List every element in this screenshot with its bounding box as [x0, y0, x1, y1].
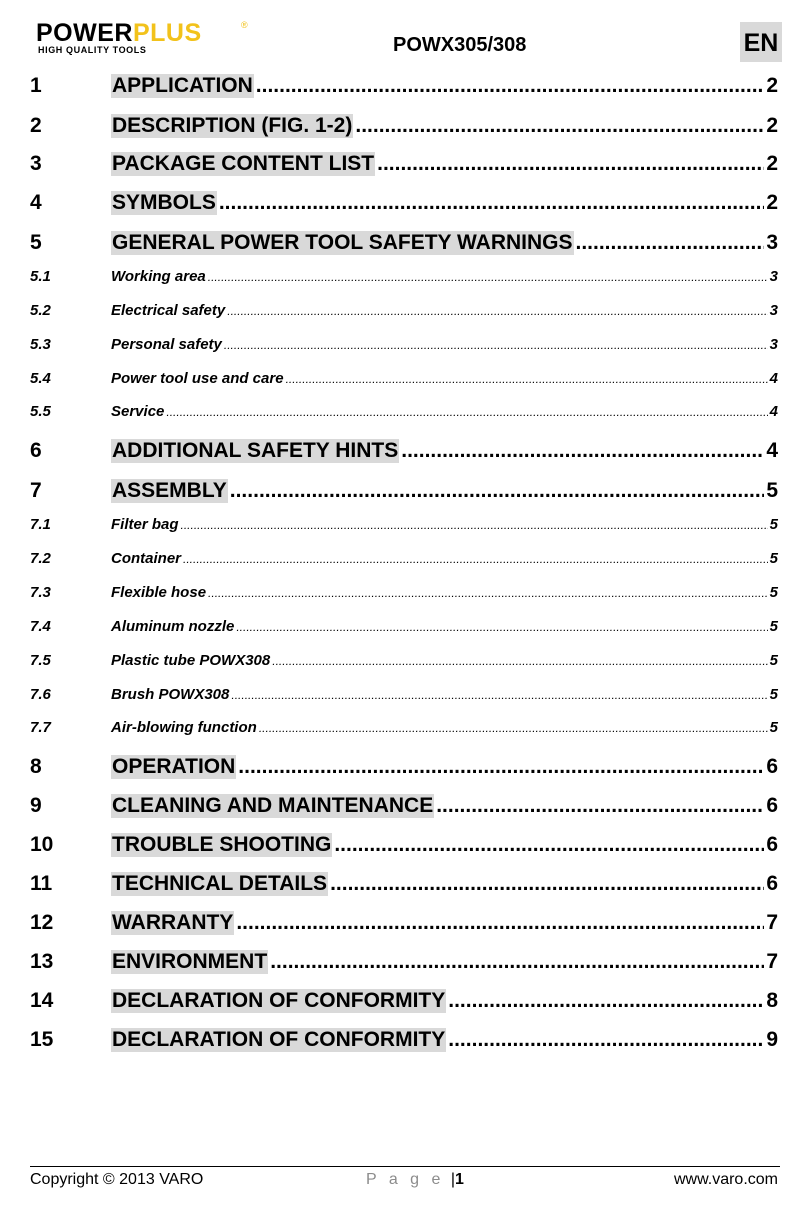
toc-entry-page: 3 — [769, 336, 778, 353]
toc-entry-title[interactable]: CLEANING AND MAINTENANCE — [112, 794, 434, 817]
toc-entry-page: 3 — [766, 231, 778, 254]
logo-word-plus: PLUS — [132, 19, 202, 47]
toc-entry-number: 7.3 — [30, 584, 51, 601]
toc-entry-title[interactable]: DESCRIPTION (FIG. 1-2) — [112, 114, 353, 137]
toc-entry-title[interactable]: OPERATION — [112, 755, 236, 778]
toc-entry-number: 7 — [30, 479, 42, 502]
logo-wordmark — [36, 20, 202, 46]
toc-leader-dots — [256, 74, 765, 98]
toc-entry-page: 7 — [766, 950, 778, 973]
toc-entry[interactable] — [30, 439, 778, 465]
toc-entry-title[interactable]: GENERAL POWER TOOL SAFETY WARNINGS — [112, 231, 573, 254]
toc-entry-number: 7.6 — [30, 686, 51, 703]
toc-leader-dots — [208, 586, 768, 600]
toc-entry-title[interactable]: DECLARATION OF CONFORMITY — [112, 1028, 446, 1051]
toc-entry[interactable] — [30, 191, 778, 217]
toc-entry-page: 2 — [766, 152, 778, 175]
toc-entry[interactable] — [30, 584, 778, 604]
toc-entry-title[interactable]: TROUBLE SHOOTING — [112, 833, 332, 856]
language-badge: EN — [740, 22, 782, 62]
toc-entry-title[interactable]: Flexible hose — [111, 584, 207, 601]
toc-entry-page: 5 — [769, 550, 778, 567]
toc-leader-dots — [236, 620, 767, 634]
toc-leader-dots — [576, 231, 765, 255]
toc-entry-page: 2 — [766, 114, 778, 137]
toc-entry-number: 14 — [30, 989, 54, 1012]
toc-entry[interactable] — [30, 302, 778, 322]
toc-entry-number: 13 — [30, 950, 54, 973]
toc-entry-page: 3 — [769, 302, 778, 319]
toc-entry-title[interactable]: Service — [111, 403, 165, 420]
toc-leader-dots — [224, 338, 768, 352]
page-header — [0, 0, 808, 70]
toc-entry-number: 7.1 — [30, 516, 51, 533]
toc-leader-dots — [238, 755, 764, 779]
toc-entry[interactable] — [30, 370, 778, 390]
toc-entry-title[interactable]: Aluminum nozzle — [111, 618, 235, 635]
toc-entry-page: 9 — [766, 1028, 778, 1051]
toc-entry[interactable] — [30, 231, 778, 257]
toc-entry-page: 6 — [766, 755, 778, 778]
toc-entry-number: 5.5 — [30, 403, 51, 420]
toc-entry-number: 3 — [30, 152, 42, 175]
toc-entry-number: 8 — [30, 755, 42, 778]
toc-entry-title[interactable]: Working area — [111, 268, 206, 285]
toc-entry[interactable] — [30, 479, 778, 505]
toc-entry[interactable] — [30, 652, 778, 672]
footer-website: www.varo.com — [673, 1171, 778, 1188]
toc-entry-number: 2 — [30, 114, 42, 137]
toc-entry-title[interactable]: WARRANTY — [112, 911, 234, 934]
footer-page-number — [366, 1171, 464, 1189]
toc-leader-dots — [166, 405, 767, 419]
toc-entry-number: 7.4 — [30, 618, 51, 635]
toc-leader-dots — [334, 833, 764, 857]
toc-leader-dots — [259, 721, 768, 735]
toc-entry-title[interactable]: ENVIRONMENT — [112, 950, 268, 973]
logo-word-power: POWER — [36, 19, 133, 47]
toc-entry-page: 2 — [766, 74, 778, 97]
toc-entry[interactable] — [30, 152, 778, 178]
toc-entry[interactable] — [30, 403, 778, 423]
toc-entry[interactable] — [30, 794, 778, 820]
powerplus-logo — [36, 20, 251, 56]
toc-entry-title[interactable]: Brush POWX308 — [111, 686, 230, 703]
toc-entry-page: 6 — [766, 794, 778, 817]
toc-entry-number: 7.2 — [30, 550, 51, 567]
toc-entry-number: 7.7 — [30, 719, 51, 736]
toc-entry-page: 7 — [766, 911, 778, 934]
footer-copyright: Copyright © 2013 VARO — [30, 1171, 204, 1188]
page-separator: | — [450, 1171, 456, 1188]
toc-entry-number: 10 — [30, 833, 54, 856]
toc-leader-dots — [448, 1028, 764, 1052]
toc-entry-number: 12 — [30, 911, 54, 934]
toc-leader-dots — [181, 518, 768, 532]
toc-entry-page: 5 — [769, 516, 778, 533]
toc-entry[interactable] — [30, 516, 778, 536]
toc-entry-title[interactable]: Power tool use and care — [111, 370, 284, 387]
toc-entry-number: 9 — [30, 794, 42, 817]
toc-leader-dots — [227, 304, 767, 318]
toc-entry-number: 15 — [30, 1028, 54, 1051]
toc-entry-number: 1 — [30, 74, 42, 97]
toc-entry[interactable] — [30, 686, 778, 706]
page-number: 1 — [455, 1171, 464, 1188]
toc-entry-page: 5 — [766, 479, 778, 502]
toc-entry-page: 5 — [769, 652, 778, 669]
toc-entry[interactable] — [30, 336, 778, 356]
toc-entry-page: 2 — [766, 191, 778, 214]
toc-leader-dots — [355, 114, 764, 138]
toc-leader-dots — [401, 439, 764, 463]
toc-entry[interactable] — [30, 114, 778, 140]
toc-entry-title[interactable]: Filter bag — [111, 516, 179, 533]
registered-mark: ® — [241, 20, 248, 30]
toc-entry-number: 5.3 — [30, 336, 51, 353]
toc-leader-dots — [436, 794, 764, 818]
toc-leader-dots — [448, 989, 764, 1013]
toc-entry[interactable] — [30, 833, 778, 859]
toc-entry-number: 6 — [30, 439, 42, 462]
toc-entry[interactable] — [30, 719, 778, 739]
toc-entry-page: 8 — [766, 989, 778, 1012]
toc-entry[interactable] — [30, 950, 778, 976]
toc-entry-page: 5 — [769, 719, 778, 736]
toc-entry[interactable] — [30, 268, 778, 288]
toc-entry-page: 4 — [769, 403, 778, 420]
toc-entry-page: 5 — [769, 618, 778, 635]
toc-entry-number: 4 — [30, 191, 42, 214]
toc-leader-dots — [286, 372, 768, 386]
toc-entry[interactable] — [30, 872, 778, 898]
toc-entry-title[interactable]: ASSEMBLY — [112, 479, 227, 502]
toc-entry-title[interactable]: Personal safety — [111, 336, 222, 353]
toc-leader-dots — [183, 552, 768, 566]
toc-entry-page: 4 — [769, 370, 778, 387]
toc-entry[interactable] — [30, 618, 778, 638]
toc-leader-dots — [330, 872, 764, 896]
toc-entry-page: 5 — [769, 584, 778, 601]
toc-entry[interactable] — [30, 989, 778, 1015]
toc-entry-title[interactable]: SYMBOLS — [112, 191, 216, 214]
toc-entry[interactable] — [30, 755, 778, 781]
toc-entry[interactable] — [30, 550, 778, 570]
toc-entry-number: 5.4 — [30, 370, 51, 387]
toc-leader-dots — [231, 688, 767, 702]
toc-leader-dots — [236, 911, 764, 935]
footer-divider — [30, 1166, 780, 1167]
toc-entry-title[interactable]: Plastic tube POWX308 — [111, 652, 271, 669]
toc-entry[interactable] — [30, 1028, 778, 1054]
toc-entry[interactable] — [30, 74, 778, 100]
toc-leader-dots — [272, 654, 767, 668]
toc-entry-title[interactable]: Electrical safety — [111, 302, 226, 319]
toc-entry-title[interactable]: APPLICATION — [112, 74, 253, 97]
toc-leader-dots — [270, 950, 764, 974]
toc-entry-page: 5 — [769, 686, 778, 703]
toc-entry-page: 6 — [766, 872, 778, 895]
toc-entry-title[interactable]: DECLARATION OF CONFORMITY — [112, 989, 446, 1012]
toc-leader-dots — [208, 270, 768, 284]
toc-entry-title[interactable]: ADDITIONAL SAFETY HINTS — [112, 439, 399, 462]
toc-entry-number: 11 — [30, 872, 53, 895]
logo-tagline: HIGH QUALITY TOOLS — [38, 45, 147, 55]
toc-leader-dots — [219, 191, 764, 215]
toc-entry-page: 6 — [766, 833, 778, 856]
toc-entry-title[interactable]: PACKAGE CONTENT LIST — [112, 152, 375, 175]
toc-entry-title[interactable]: TECHNICAL DETAILS — [112, 872, 328, 895]
toc-entry-number: 5 — [30, 231, 42, 254]
toc-entry-number: 7.5 — [30, 652, 51, 669]
model-number: POWX305/308 — [393, 34, 527, 56]
toc-entry-page: 4 — [766, 439, 778, 462]
toc-entry-page: 3 — [769, 268, 778, 285]
toc-entry[interactable] — [30, 911, 778, 937]
toc-entry-number: 5.1 — [30, 268, 51, 285]
toc-leader-dots — [230, 479, 765, 503]
page-label: P a g e — [366, 1171, 445, 1188]
toc-leader-dots — [377, 152, 764, 176]
toc-entry-title[interactable]: Air-blowing function — [111, 719, 257, 736]
toc-entry-number: 5.2 — [30, 302, 51, 319]
toc-entry-title[interactable]: Container — [111, 550, 182, 567]
